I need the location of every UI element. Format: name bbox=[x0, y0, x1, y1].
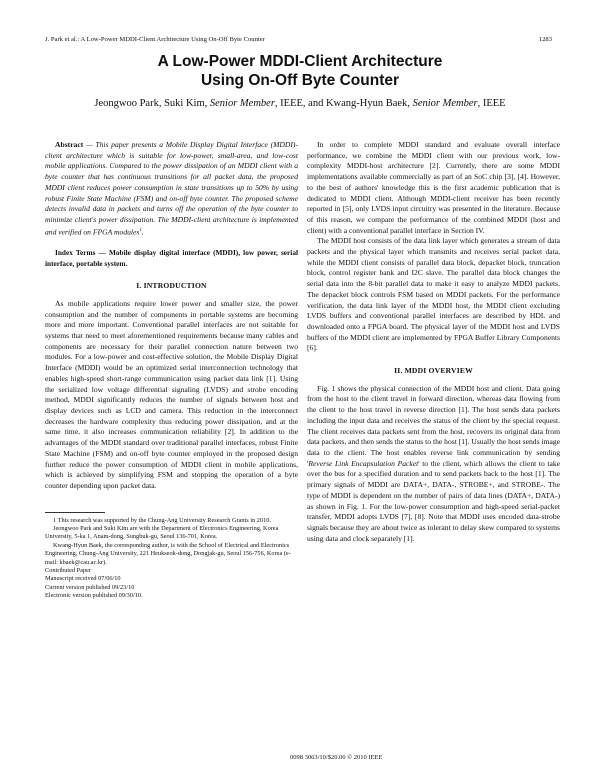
section-2-heading: II. MDDI OVERVIEW bbox=[394, 366, 473, 376]
abstract-end: . bbox=[141, 227, 144, 237]
authors-part-1: Jeongwoo Park, Suki Kim, bbox=[94, 98, 210, 109]
footnote-contributed: Contributed Paper bbox=[45, 567, 91, 575]
author-role-2: Senior Member bbox=[412, 98, 478, 109]
index-terms: Index Terms — Mobile display digital interface (MDDI), low power, serial interface, portable system. bbox=[45, 247, 298, 268]
intro-paragraph: As mobile applications require lower power and smaller size, the power consumption and the number of components in portable systems are becoming more and more important. Conventional parallel interfaces are not suitable for systems that need to meet aforementioned requirements because many cables and components are necessary for their parallel connection nature between two modules. For a low-power and cost-effective solution, the Mobile Display Digital Interface (MDDI) would be an optimized serial interconnection technology that enables high-speed short-range communication using packet data link [1]. Using the serialized low voltage differential signaling (LVDS) and strobe encoding method, MDDI significantly reduces the number of signals between host and display devices such as LCD and camera. This reduction in the interconnect decreases the hardware complexity thus reducing power dissipation, and at the same time, it also increases communication reliability [2]. In addition to the advantages of the MDDI standard over traditional parallel interfaces, robust Finite State Machine (FSM) and on-off byte counter employed in the proposed design further reduce the power consumption of MDDI client in mobile applications, which is achieved by simplifying FSM and stopping the operation of a byte counter depending upon packet data. bbox=[45, 298, 298, 490]
footnote-divider bbox=[45, 512, 105, 513]
footnote-received: Manuscript received 07/06/10 bbox=[45, 575, 121, 583]
page-number: 1283 bbox=[538, 36, 552, 43]
authors-part-3: , IEEE bbox=[477, 98, 506, 109]
overview-text-a: Fig. 1 shows the physical connection of the MDDI host and client. Data going from the host to the client travel in forward direction, whereas data flowing from the client to the host travel in reverse direction [1]. The host sends data packets including the input data and receives the status of the client by the special request. The client receives data packets sent from the host, recovers its original data from data packets, and then sends the status to the host [1]. Usually the host sends image data to the client. The host enables reverse link communication by sending ' bbox=[307, 383, 560, 468]
abstract bbox=[45, 140, 298, 238]
running-header bbox=[45, 36, 552, 43]
authors-part-2: , IEEE, and Kwang-Hyun Baek, bbox=[274, 98, 413, 109]
abstract-footnote-mark: 1 bbox=[139, 227, 142, 233]
title-line-2: Using On-Off Byte Counter bbox=[200, 72, 400, 89]
footnote-current: Current version published 09/23/10 bbox=[45, 583, 135, 591]
author-line bbox=[0, 98, 600, 109]
overview-italic-term: Reverse Link Encapsulation Packet bbox=[308, 458, 419, 468]
right-column bbox=[307, 140, 560, 544]
copyright-line: 0098 3063/10/$20.00 © 2010 IEEE bbox=[290, 754, 383, 761]
left-column bbox=[45, 140, 298, 601]
abstract-label: Abstract bbox=[55, 140, 84, 149]
abstract-text: — This paper presents a Mobile Display Digital Interface (MDDI)-client architecture which is suitable for low-power, small-area, and low-cost mobile applications. Compared to the power dissipation of an MDDI client with a byte counter that has continuous transitions for all packet data, the proposed MDDI client reduces power consumption in state transitions up to 50% by using robust Finite State Machine (FSM) and on-off byte counter. The proposed scheme detects invalid data in packets and turns off the operation of the byte counter to minimize client's power dissipation. The MDDI-client architecture is implemented and verified on FPGA modules bbox=[45, 140, 298, 237]
footnote-affiliation-1: Jeongwoo Park and Suki Kim are with the Department of Electronics Engineering, Korea University, 5-ka 1, Anam-dong, Sungbuk-gu, Seoul 136-701, Korea. bbox=[45, 525, 279, 541]
footnote-funding: 1 This research was supported by the Chung-Ang University Research Grants in 2010. bbox=[53, 516, 271, 524]
title-line-1: A Low-Power MDDI-Client Architecture bbox=[157, 53, 443, 70]
author-role-1: Senior Member bbox=[209, 98, 275, 109]
section-1-heading: I. INTRODUCTION bbox=[136, 281, 207, 291]
right-paragraph-1: In order to complete MDDI standard and evaluate overall interface performance, we combine the MDDI client with our previous work, low-complexity MDDI-host architecture [2]. Currently, there are some MDDI implementations available commercially as part of an SoC chip [3], [4]. However, to the best of authors' knowledge this is the first academic publication that is dedicated to MDDI client. Although MDDI-client receiver has been recently reported in [5], only LVDS input circuitry was presented in the literature. Because of this reason, we compare the performance of the combined MDDI (host and client) with a conventional parallel interface in Section IV. bbox=[307, 140, 560, 235]
footnote-affiliation-2: Kwang-Hyun Baek, the corresponding author, is with the School of Electrical and Electronics Engineering, Chung-Ang University, 221 Heukseok-dong, Dongjak-gu, Seoul 156-756, Korea (e-mail: kbaek@cau.ac.kr). bbox=[45, 541, 291, 566]
running-title: J. Park et al.: A Low-Power MDDI-Client Architecture Using On-Off Byte Counter bbox=[45, 36, 265, 43]
footnotes bbox=[45, 517, 298, 601]
right-paragraph-2: The MDDI host consists of the data link layer which generates a stream of data packets and the physical layer which transmits and receives serial packet data, while the MDDI client consists of parallel data block, depacket block, truncation block, control register bank and I2C slave. The parallel data block changes the serial data into the 8-bit parallel data to make it easy to analyze MDDI packets. The depacket block controls FSM based on MDDI packets. For the performance verification, the data link layer of the MDDI host, the MDDI client excluding LVDS buffers and conventional parallel interfaces are described by HDL and downloaded onto a FPGA board. The physical layer of the MDDI host and LVDS buffers of the MDDI client are implemented by FPGA Buffer Library Components [6]. bbox=[307, 236, 560, 353]
paper-title bbox=[0, 52, 600, 90]
footnote-electronic: Electronic version published 09/30/10. bbox=[45, 592, 143, 600]
overview-paragraph bbox=[307, 384, 560, 545]
overview-text-b: ' to the client, which allows the client to take over the bus for a specified duration and to send packets back to the host [1]. The primary signals of MDDI are DATA+, DATA-, STROBE+, and STROBE-. The type of MDDI is dependent on the number of pairs of data lines (DATA+, DATA-) as shown in Fig. 1. For the low-power consumption and high-speed serial-packet transfer, MDDI adopts LVDS [7], [8]. Note that MDDI uses encoded data-strobe signals because they are about twice as tolerant to delay skew compared to systems using data and clock separately [1]. bbox=[307, 458, 560, 543]
